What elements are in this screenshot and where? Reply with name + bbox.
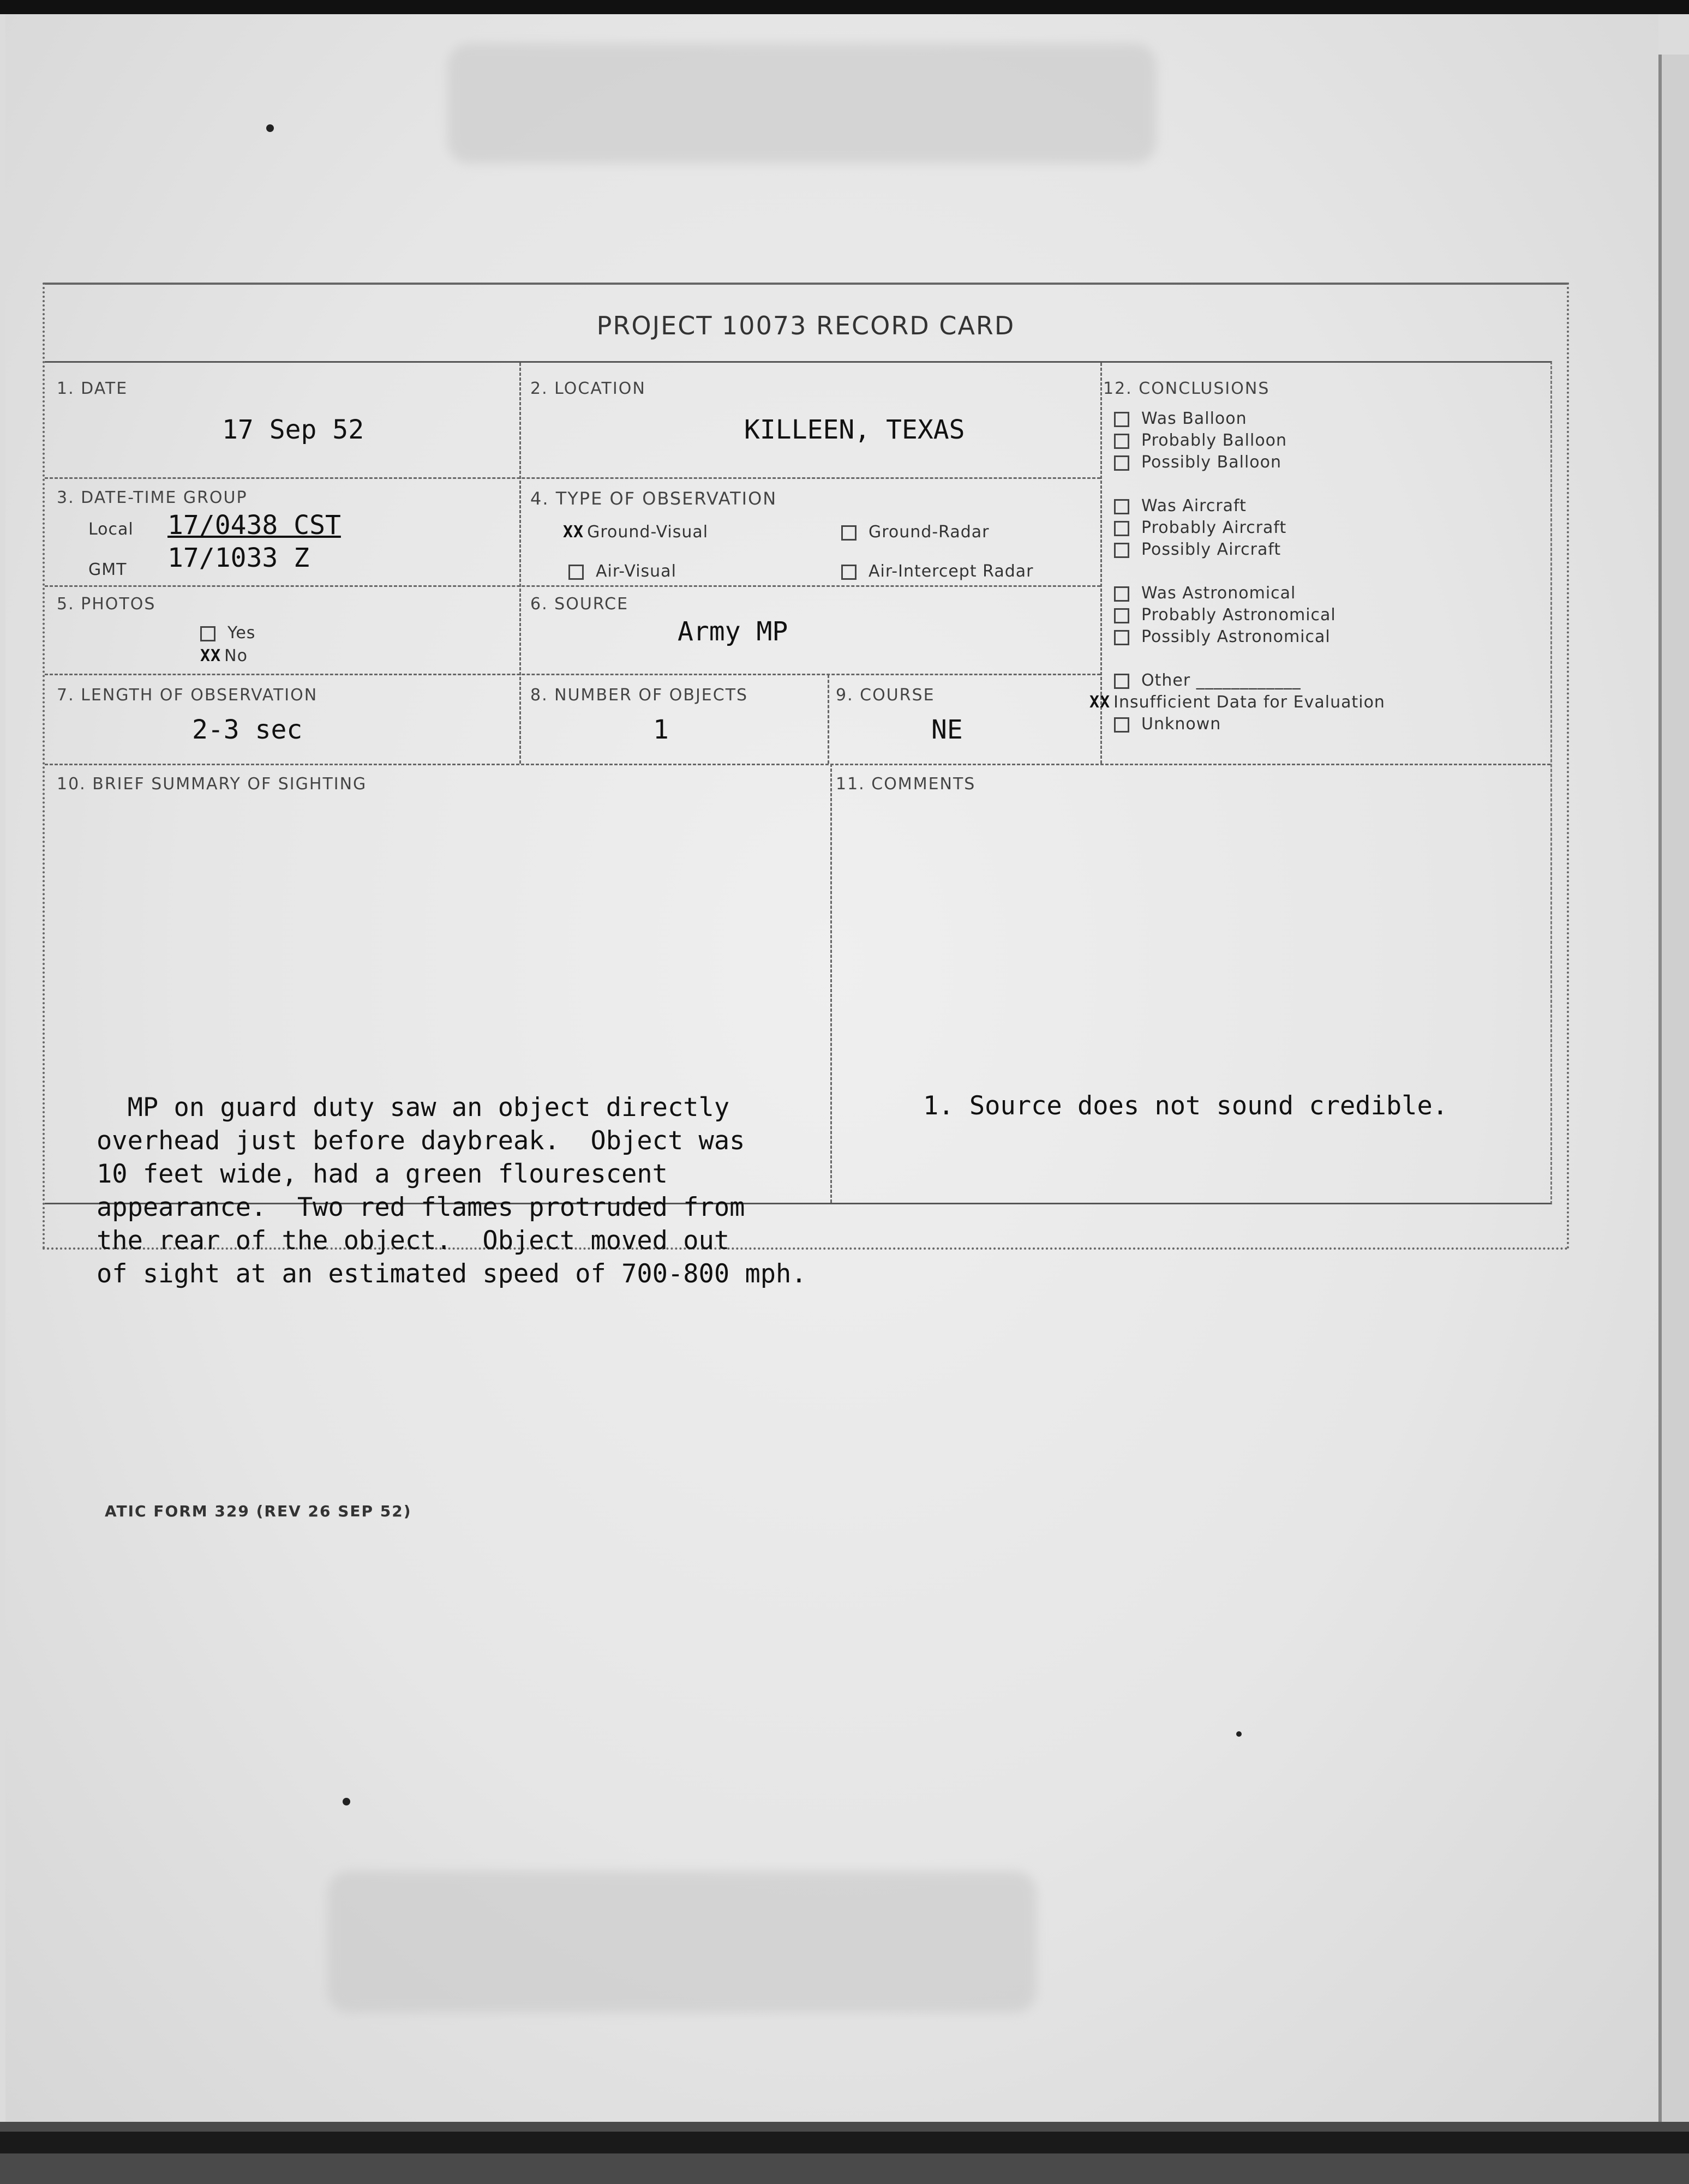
checked-mark: XX [563, 523, 584, 542]
location-value: KILLEEN, TEXAS [744, 415, 965, 445]
date-time-group-label: 3. DATE-TIME GROUP [57, 488, 248, 507]
scan-edge-bottom [0, 2122, 1689, 2184]
date-label: 1. DATE [57, 379, 128, 398]
checkbox-icon [1114, 586, 1129, 602]
conclusions-label: 12. CONCLUSIONS [1103, 379, 1270, 398]
length-of-observation-value: 2-3 sec [192, 715, 303, 745]
length-of-observation-label: 7. LENGTH OF OBSERVATION [57, 686, 318, 705]
type-of-observation-label: 4. TYPE OF OBSERVATION [530, 488, 777, 509]
photos-label: 5. PHOTOS [57, 595, 156, 614]
gmt-label: GMT [88, 560, 127, 579]
conclusion-insufficient-data: XX Insufficient Data for Evaluation [1089, 693, 1385, 712]
option-ground-visual: XX Ground-Visual [563, 523, 709, 542]
speck [1236, 1731, 1242, 1737]
speck [266, 124, 274, 132]
conclusion-unknown: Unknown [1114, 715, 1221, 734]
source-label: 6. SOURCE [530, 595, 629, 614]
number-of-objects-label: 8. NUMBER OF OBJECTS [530, 686, 748, 705]
checkbox-icon [1114, 412, 1129, 427]
checkbox-icon [1114, 521, 1129, 536]
number-of-objects-value: 1 [653, 715, 669, 745]
conclusion-was-astronomical: Was Astronomical [1114, 584, 1296, 603]
local-label: Local [88, 520, 134, 539]
checkbox-icon [1114, 434, 1129, 449]
conclusion-probably-balloon: Probably Balloon [1114, 431, 1287, 450]
card-grid [45, 361, 1552, 1204]
conclusion-probably-astronomical: Probably Astronomical [1114, 605, 1336, 625]
location-label: 2. LOCATION [530, 379, 646, 398]
scan-edge-top [0, 0, 1689, 14]
option-ground-radar: Ground-Radar [841, 523, 990, 542]
checkbox-icon [1114, 455, 1129, 471]
checked-mark: XX [200, 646, 221, 665]
checkbox-icon [841, 565, 857, 580]
conclusion-possibly-aircraft: Possibly Aircraft [1114, 540, 1281, 559]
checkbox-icon [1114, 630, 1129, 645]
conclusion-probably-aircraft: Probably Aircraft [1114, 518, 1286, 537]
course-value: NE [931, 715, 963, 745]
conclusion-was-aircraft: Was Aircraft [1114, 496, 1247, 515]
record-card [43, 283, 1569, 1520]
option-photos-no: XX No [200, 646, 248, 665]
checkbox-icon [1114, 608, 1129, 623]
checkbox-icon [1114, 499, 1129, 514]
date-value: 17 Sep 52 [222, 415, 364, 445]
option-air-intercept-radar: Air-Intercept Radar [841, 562, 1033, 581]
comments-text: 1. Source does not sound credible. [923, 1091, 1448, 1121]
checkbox-icon [568, 565, 584, 580]
conclusion-was-balloon: Was Balloon [1114, 409, 1247, 428]
speck [343, 1798, 350, 1805]
form-identifier: ATIC FORM 329 (REV 26 SEP 52) [105, 1502, 412, 1520]
gmt-time-value: 17/1033 Z [167, 543, 310, 573]
course-label: 9. COURSE [836, 686, 935, 705]
source-value: Army MP [678, 616, 788, 647]
local-time-value: 17/0438 CST [167, 510, 341, 541]
checkbox-icon [1114, 543, 1129, 558]
brief-summary-text: MP on guard duty saw an object directly overhead just before daybreak. Object was 10 feet wide, had a green flourescent appearance. Two red flames protruded from the rear of the object. Object moved out of sight at an estimated speed of 700-800 mph. [97, 1093, 807, 1289]
card-title: PROJECT 10073 RECORD CARD [596, 311, 1015, 340]
brief-summary-label: 10. BRIEF SUMMARY OF SIGHTING [57, 775, 367, 794]
conclusion-other: Other ____________ [1114, 671, 1301, 690]
checkbox-icon [1114, 717, 1129, 733]
checkbox-icon [1114, 674, 1129, 689]
conclusion-possibly-astronomical: Possibly Astronomical [1114, 627, 1331, 646]
option-air-visual: Air-Visual [568, 562, 676, 581]
scan-edge-right [1658, 55, 1689, 2127]
option-photos-yes: Yes [200, 623, 255, 643]
background-bleedthrough [327, 1871, 1037, 2013]
checkbox-icon [841, 525, 857, 541]
checked-mark: XX [1089, 693, 1111, 712]
background-bleedthrough [447, 44, 1157, 164]
checkbox-icon [200, 626, 215, 641]
conclusion-possibly-balloon: Possibly Balloon [1114, 453, 1281, 472]
comments-label: 11. COMMENTS [836, 775, 976, 794]
